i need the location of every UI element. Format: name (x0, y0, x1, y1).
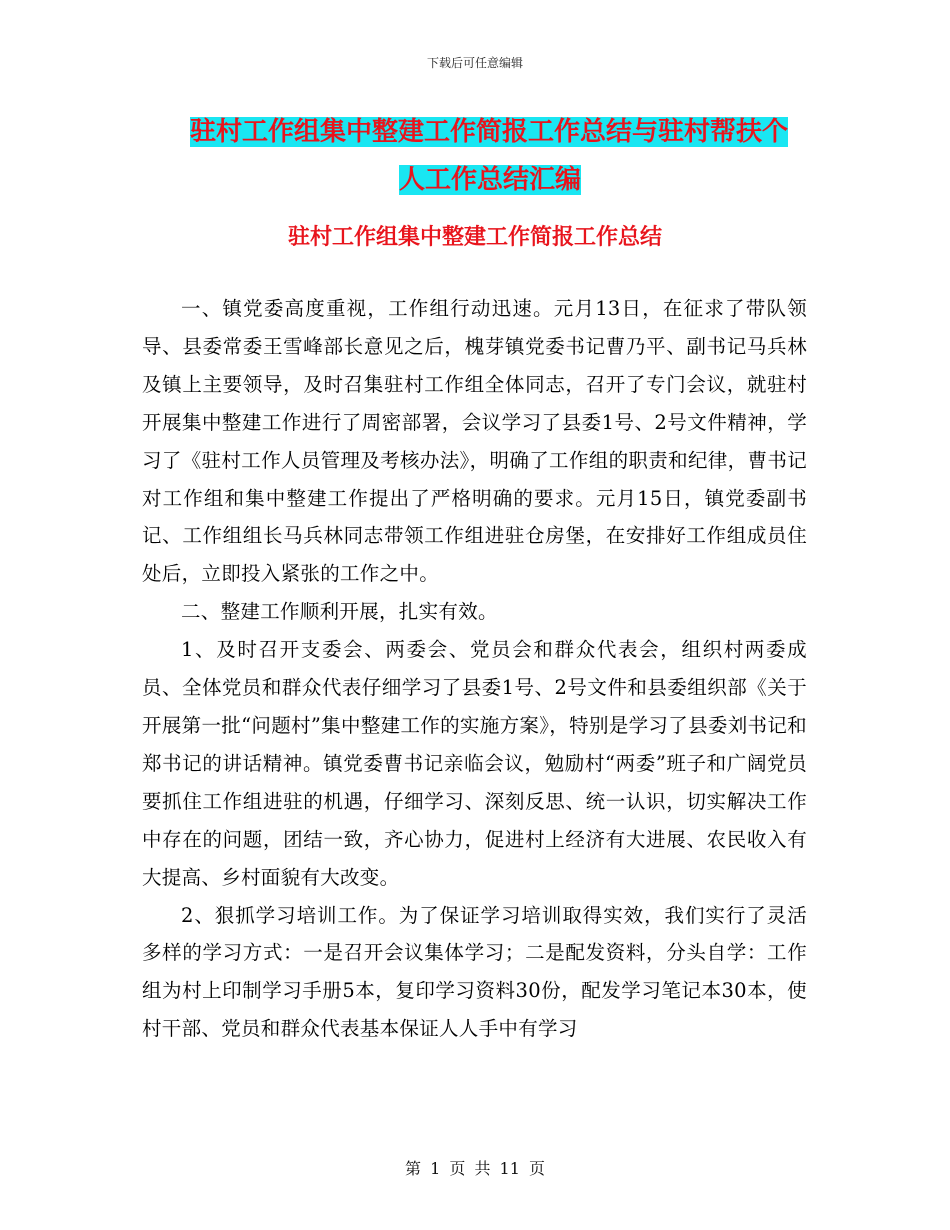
paragraph: 2、狠抓学习培训工作。为了保证学习培训取得实效，我们实行了灵活多样的学习方式：一是召开会议集体学习；二是配发资料，分头自学：工作组为村上印制学习手册5本，复印学习资料30份，配发学习笔记本30本，使村干部、党员和群众代表基本保证人人手中有学习 (142, 903, 807, 1041)
document-title-line-2 (190, 156, 810, 204)
paragraph: 二、整建工作顺利开展，扎实有效。 (181, 600, 498, 624)
page-number-footer: 第 1 页 共 11 页 (405, 1159, 545, 1178)
document-title (190, 108, 810, 204)
document-title-line-1 (190, 108, 810, 156)
title-highlight: 驻村工作组集中整建工作简报工作总结与驻村帮扶个 (190, 117, 789, 147)
body-text (142, 290, 807, 1048)
section-title: 驻村工作组集中整建工作简报工作总结 (287, 224, 662, 250)
paragraph: 一、镇党委高度重视，工作组行动迅速。元月13日，在征求了带队领导、县委常委王雪峰部长意见之后，槐芽镇党委书记曹乃平、副书记马兵林及镇上主要领导，及时召集驻村工作组全体同志，召开了专门会议，就驻村开展集中整建工作进行了周密部署，会议学习了县委1号、2号文件精神，学习了《驻村工作人员管理及考核办法》，明确了工作组的职责和纪律，曹书记对工作组和集中整建工作提出了严格明确的要求。元月15日，镇党委副书记、工作组组长马兵林同志带领工作组进驻仓房堡，在安排好工作组成员住处后，立即投入紧张的工作之中。 (142, 297, 807, 586)
title-highlight: 人工作总结汇编 (398, 165, 581, 195)
paragraph: 1、及时召开支委会、两委会、党员会和群众代表会，组织村两委成员、全体党员和群众代表仔细学习了县委1号、2号文件和县委组织部《关于开展第一批“问题村”集中整建工作的实施方案》，特别是学习了县委刘书记和郑书记的讲话精神。镇党委曹书记亲临会议，勉励村“两委”班子和广阔党员要抓住工作组进驻的机遇，仔细学习、深刻反思、统一认识，切实解决工作中存在的问题，团结一致，齐心协力，促进村上经济有大进展、农民收入有大提高、乡村面貌有大改变。 (142, 638, 807, 889)
header-note: 下载后可任意编辑 (426, 56, 523, 70)
